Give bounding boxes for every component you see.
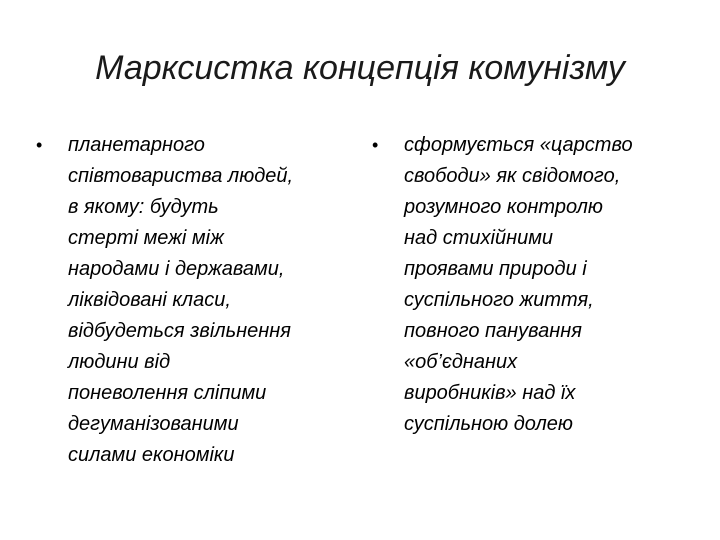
text-line: дегуманізованими <box>68 413 239 435</box>
bullet-text-left <box>68 130 293 471</box>
bullet-marker: • <box>36 135 43 155</box>
bullet-text-right <box>404 130 633 440</box>
right-column <box>372 130 692 440</box>
text-line: поневолення сліпими <box>68 382 267 404</box>
text-line: планетарного <box>68 134 205 156</box>
text-line: силами економіки <box>68 444 235 466</box>
text-line: сформується «царство <box>404 134 633 156</box>
left-column <box>36 130 356 471</box>
text-line: стерті межі між <box>68 227 224 249</box>
bullet-marker: • <box>372 135 379 155</box>
text-line: проявами природи і <box>404 258 587 280</box>
slide-title: Марксистка концепція комунізму <box>95 49 625 87</box>
text-line: в якому: будуть <box>68 196 219 218</box>
text-line: співтовариства людей, <box>68 165 294 187</box>
text-line: народами і державами, <box>68 258 285 280</box>
text-line: суспільною долею <box>404 413 573 435</box>
text-line: повного панування <box>404 320 582 342</box>
text-line: розумного контролю <box>404 196 603 218</box>
bullet-item-right <box>372 130 692 440</box>
text-line: виробників» над їх <box>404 382 576 404</box>
text-line: ліквідовані класи, <box>68 289 231 311</box>
bullet-item-left <box>36 130 356 471</box>
text-line: «об’єднаних <box>404 351 518 373</box>
text-line: свободи» як свідомого, <box>404 165 621 187</box>
text-line: відбудеться звільнення <box>68 320 291 342</box>
text-line: суспільного життя, <box>404 289 594 311</box>
text-line: над стихійними <box>404 227 554 249</box>
text-line: людини від <box>68 351 171 373</box>
